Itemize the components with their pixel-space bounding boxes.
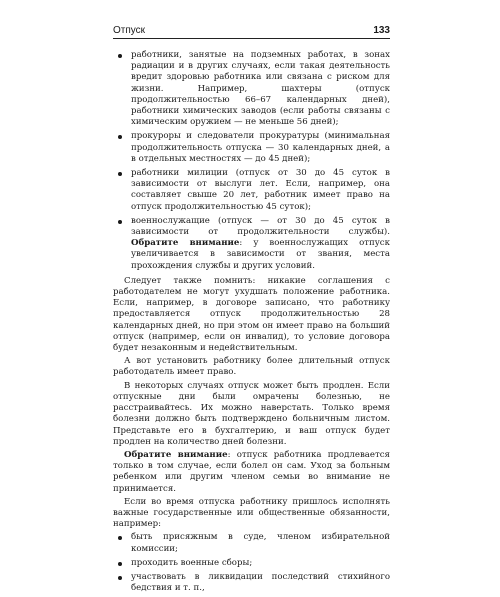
note-text: : у военнослужащих отпуск увеличивается в зависимости от звания, места прохождения службы и других условий. (131, 238, 390, 271)
attention-text: : отпуск работника продлевается только в том случае, если болел он сам. Уход за больным ребенком или другим членом семьи во внимание не принимается. (113, 449, 390, 494)
running-head (113, 24, 390, 39)
list-item-military (113, 216, 390, 272)
list-item: работники, занятые на подземных работах, в зонах радиации и в других случаях, если такая деятельность вредит здоровью работника или связана с риском для жизни. Например, шахтеры (отпуск продолжительностью 66–67 календарных дней), работники химических заводов (если работы связаны с химическим оружием — не меньше 56 дней); (113, 50, 390, 128)
list-item: прокуроры и следователи прокуратуры (минимальная продолжительность отпуска — 30 календарных дней, а в отдельных местностях — до 45 дней); (113, 131, 390, 165)
list-item-text: военнослужащие (отпуск — от 30 до 45 суток в зависимости от продолжительности службы). (131, 215, 390, 238)
note-label: Обратите внимание (131, 238, 240, 249)
paragraph: А вот установить работнику более длительный отпуск работодатель имеет право. (113, 356, 390, 378)
bullet-list-duties (113, 532, 390, 594)
list-item: быть присяжным в суде, членом избирательной комиссии; (113, 532, 390, 554)
list-item: проходить военные сборы; (113, 558, 390, 569)
paragraph: Следует также помнить: никакие соглашения с работодателем не могут ухудшать положение работника. Если, например, в договоре записано, что работнику предоставляется отпуск продолжительностью 28 календарных дней, но при этом он имеет право на больший отпуск (например, если он инвалид), то условие договора будет незаконным и недействительным. (113, 275, 390, 354)
section-title: Отпуск (113, 25, 146, 36)
list-item: работники милиции (отпуск от 30 до 45 суток в зависимости от выслуги лет. Если, например, она составляет свыше 20 лет, работник имеет право на отпуск продолжительностью 45 суток); (113, 168, 390, 213)
bullet-list-leave-categories (113, 50, 390, 272)
attention-label: Обратите внимание (124, 449, 228, 460)
page-number: 133 (373, 25, 390, 36)
paragraph: В некоторых случаях отпуск может быть продлен. Если отпускные дни были омрачены болезнью, не расстраивайтесь. Их можно наверстать. Только время болезни должно быть подтверждено больничным листом. Представьте его в бухгалтерию, и ваш отпуск будет продлен на количество дней болезни. (113, 380, 390, 447)
attention-paragraph (113, 450, 390, 495)
page-body (113, 50, 390, 597)
paragraph: Если во время отпуска работнику пришлось исполнять важные государственные или общественные обязанности, например: (113, 496, 390, 530)
list-item: участвовать в ликвидации последствий стихийного бедствия и т. п., (113, 572, 390, 594)
